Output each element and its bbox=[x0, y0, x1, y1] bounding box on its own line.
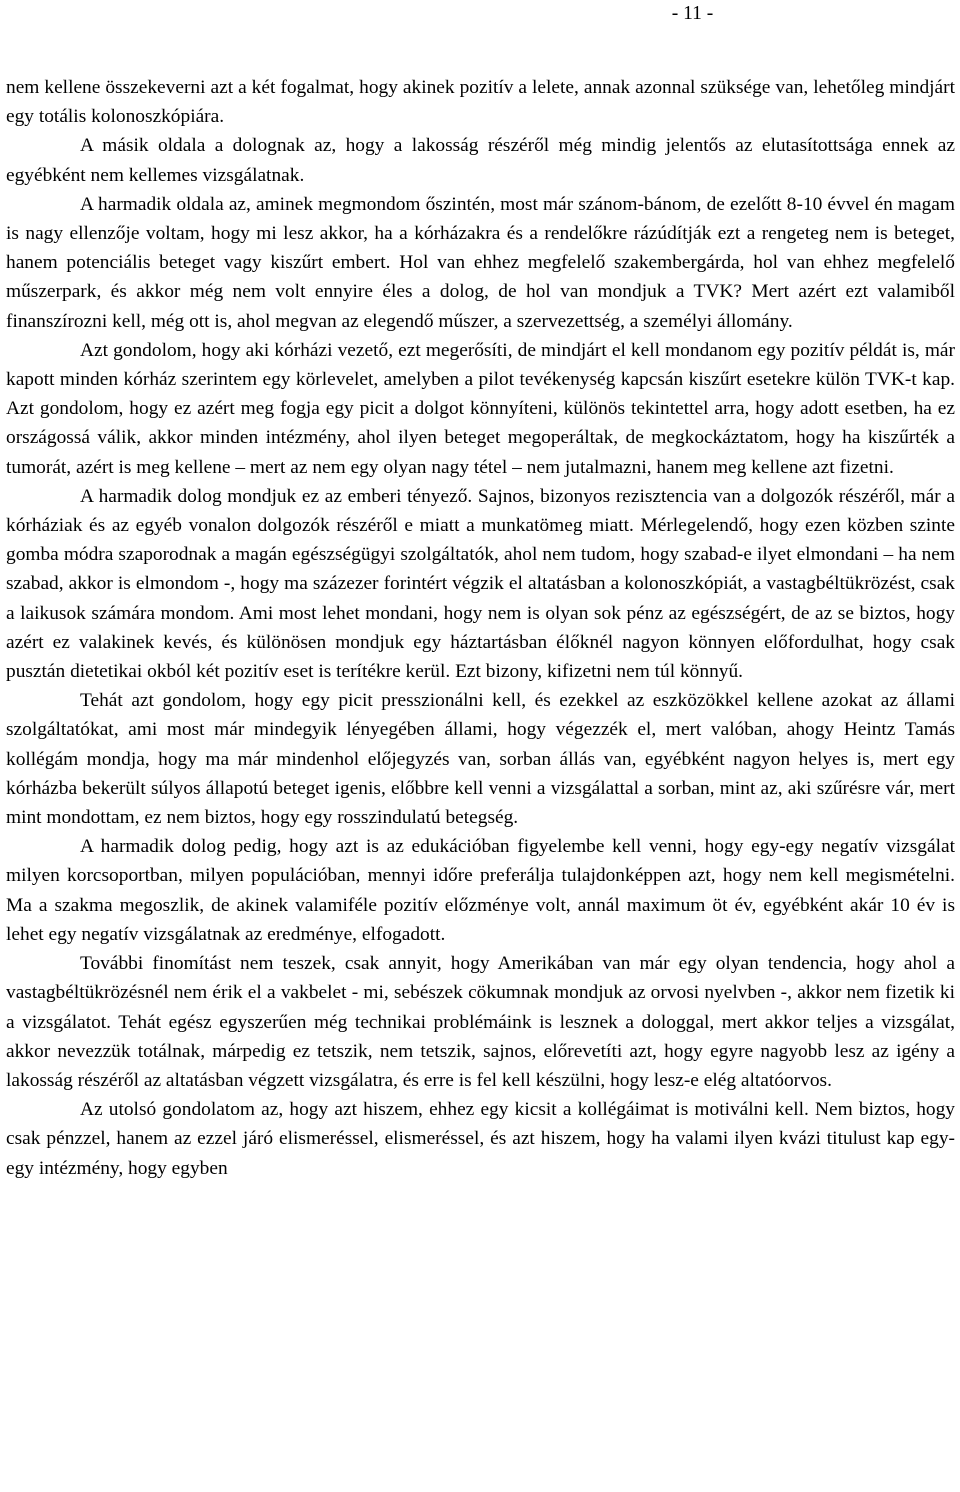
paragraph: A másik oldala a dolognak az, hogy a lakosság részéről még mindig jelentős az elutasítottsága ennek az egyébként nem kellemes vizsgálatnak. bbox=[6, 135, 955, 186]
paragraph: Az utolsó gondolatom az, hogy azt hiszem, ehhez egy kicsit a kollégáimat is motiválni kell. Nem biztos, hogy csak pénzzel, hanem az ezzel járó elismeréssel, elismeréssel, és azt hiszem, hogy ha valami ilyen kvázi titulust kap egy-egy intézmény, hogy egyben bbox=[6, 1099, 955, 1179]
paragraph: A harmadik oldala az, aminek megmondom őszintén, most már szánom-bánom, de ezelőtt 8-10 évvel én magam is nagy ellenzője voltam, hogy mi lesz akkor, ha a kórházakra és a rendelőkre rázúdítják ezt a rengeteg nem is beteget, hanem potenciális beteget vagy kiszűrt embert. Hol van ehhez megfelelő szakembergárda, hol van ehhez megfelelő műszerpark, és akkor még nem volt ennyire éles a dolog, de hol van mondjuk a TVK? Mert azért ezt valamiből finanszírozni kell, még ott is, ahol megvan az elegendő műszer, a szervezettség, a személyi állomány. bbox=[6, 193, 955, 332]
paragraph: További finomítást nem teszek, csak annyit, hogy Amerikában van már egy olyan tendencia, hogy ahol a vastagbéltükrözésnél nem érik el a vakbelet - mi, sebészek cökumnak mondjuk az orvosi nyelvben -, akkor nem fizetik ki a vizsgálatot. Tehát egész egyszerűen még technikai problémáink is lesznek a dologgal, mert akkor teljes a vizsgálat, akkor nevezzük totálnak, márpedig ez tetszik, nem tetszik, sajnos, előrevetíti azt, hogy egyre nagyobb lesz az igény a lakosság részéről az altatásban végzett vizsgálatra, és erre is fel kell készülni, hogy lesz-e elég altatóorvos. bbox=[6, 953, 955, 1091]
paragraph-continued: nem kellene összekeverni azt a két fogalmat, hogy akinek pozitív a lelete, annak azonnal szüksége van, lehetőleg mindjárt egy totális kolonoszkópiára. bbox=[6, 77, 955, 128]
paragraph: Tehát azt gondolom, hogy egy picit presszionálni kell, és ezekkel az eszközökkel kellene azokat az állami szolgáltatókat, ami most már mindegyik lényegében állami, hogy végezzék el, mert valóban, ahogy Heintz Tamás kollégám mondja, hogy ma már mindenhol előjegyzés van, sorban állás van, egyébként nagyon helyes is, mert egy kórházba bekerült súlyos állapotú beteget igenis, előbbre kell venni a vizsgálattal a sorban, mint az, aki szűrésre vár, mert mint mondottam, ez nem biztos, hogy egy rosszindulatú betegség. bbox=[6, 690, 955, 829]
paragraph: A harmadik dolog pedig, hogy azt is az edukációban figyelembe kell venni, hogy egy-egy negatív vizsgálat milyen korcsoportban, milyen populációban, mennyi időre preferálja tulajdonképpen azt, hogy nem kell megismételni. Ma a szakma megoszlik, de akinek valamiféle pozitív előzménye volt, annál maximum öt év, egyébként akár 10 év is lehet egy negatív vizsgálatnak az eredménye, elfogadott. bbox=[6, 836, 955, 945]
paragraph: A harmadik dolog mondjuk ez az emberi tényező. Sajnos, bizonyos rezisztencia van a dolgozók részéről, már a kórháziak és az egyéb vonalon dolgozók részéről e miatt a munkatömeg miatt. Mérlegelendő, hogy ezen közben szinte gomba módra szaporodnak a magán egészségügyi szolgáltatók, ahol nem tudom, hogy szabad-e ilyet elmondani – ha nem szabad, akkor is elmondom -, hogy ma százezer forintért végzik el altatásban a kolonoszkópiát, a vastagbéltükrözést, csak a laikusok számára mondom. Ami most lehet mondani, hogy nem is olyan sok pénz az egészségért, de az se biztos, hogy azért ez valakinek kevés, és különösen mondjuk egy háztartásban élőknél nagyon könnyen előfordulhat, hogy csak pusztán dietetikai okból két pozitív eset is terítékre kerül. Ezt bizony, kifizetni nem túl könnyű. bbox=[6, 485, 955, 683]
page-number: - 11 - bbox=[671, 3, 714, 24]
paragraph: Azt gondolom, hogy aki kórházi vezető, ezt megerősíti, de mindjárt el kell mondanom egy pozitív példát is, már kapott minden kórház szerintem egy körlevelet, amelyben a pilot tevékenység kapcsán kiszűrt esetekre külön TVK-t kap. Azt gondolom, hogy ez azért meg fogja egy picit a dolgot könnyíteni, különös tekintettel arra, hogy adott esetben, ha ez országossá válik, akkor minden intézmény, ahol ilyen beteget megoperáltak, de megkockáztatom, hogy ha kiszűrték a tumorát, azért is meg kellene – mert az nem egy olyan nagy tétel – nem jutalmazni, hanem meg kellene azt fizetni. bbox=[6, 339, 955, 478]
document-body bbox=[6, 73, 955, 1183]
